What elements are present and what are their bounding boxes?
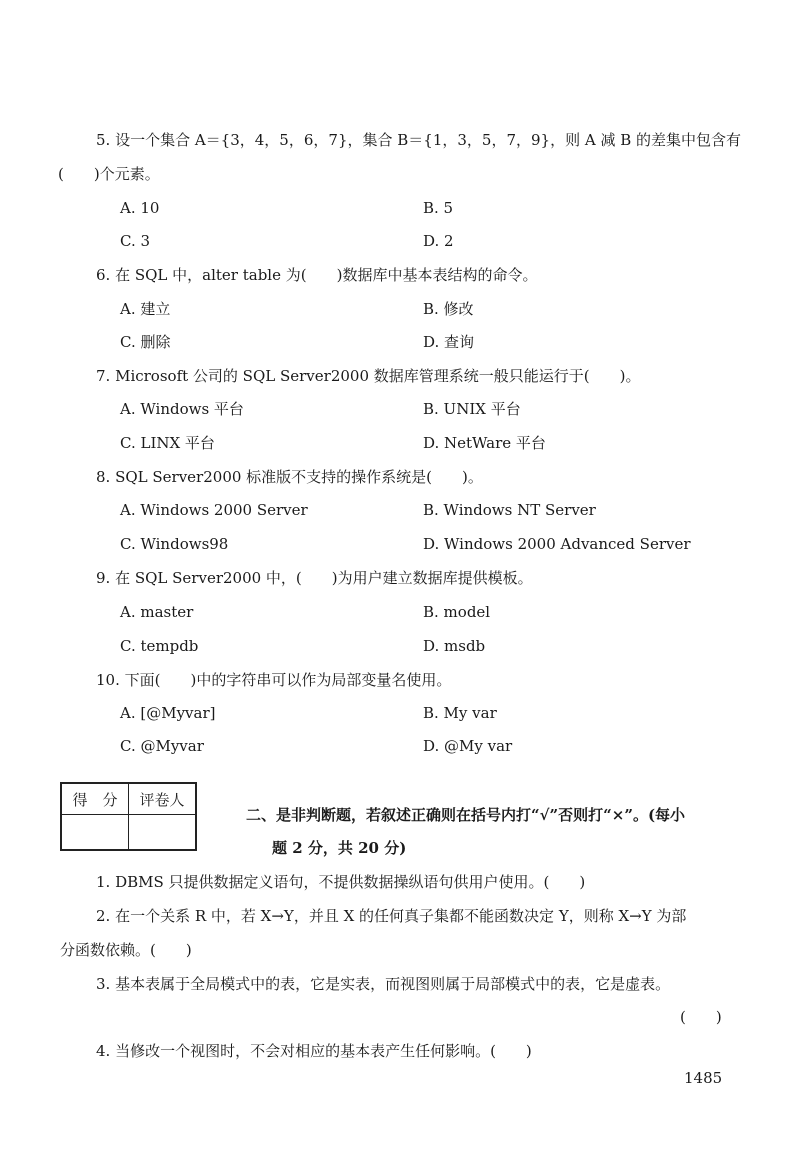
- section-2-heading-line1: 二、是非判断题，若叙述正确则在括号内打“√”否则打“×”。(每小: [246, 806, 686, 824]
- question-9-option-b: B. model: [423, 603, 491, 621]
- question-5-line2: ( )个元素。: [58, 165, 160, 183]
- question-10-text: 10. 下面( )中的字符串可以作为局部变量名使用。: [96, 671, 452, 689]
- grader-header: 评卷人: [129, 783, 197, 815]
- score-cell: [61, 815, 129, 851]
- question-7-text: 7. Microsoft 公司的 SQL Server2000 数据库管理系统一般只能运行于( )。: [96, 367, 641, 385]
- question-8-option-d: D. Windows 2000 Advanced Server: [423, 535, 691, 553]
- question-10-option-a: A. [@Myvar]: [120, 704, 216, 722]
- question-9-option-a: A. master: [120, 603, 194, 621]
- question-9-option-d: D. msdb: [423, 637, 486, 655]
- question-5-option-b: B. 5: [423, 199, 454, 217]
- grader-cell: [129, 815, 197, 851]
- page-number: 1485: [684, 1069, 723, 1087]
- judgment-2-line2: 分函数依赖。( ): [60, 941, 192, 959]
- question-6-option-a: A. 建立: [120, 300, 171, 318]
- question-8-option-b: B. Windows NT Server: [423, 501, 596, 519]
- question-7-option-c: C. LINX 平台: [120, 434, 215, 452]
- question-8-option-c: C. Windows98: [120, 535, 229, 553]
- judgment-4-text: 4. 当修改一个视图时，不会对相应的基本表产生任何影响。( ): [96, 1042, 532, 1060]
- judgment-1-text: 1. DBMS 只提供数据定义语句，不提供数据操纵语句供用户使用。( ): [96, 873, 586, 891]
- question-6-option-c: C. 删除: [120, 333, 171, 351]
- section-2-heading-line2: 题 2 分，共 20 分): [272, 839, 407, 857]
- question-8-option-a: A. Windows 2000 Server: [120, 501, 308, 519]
- question-7-option-a: A. Windows 平台: [120, 400, 244, 418]
- question-7-option-d: D. NetWare 平台: [423, 434, 546, 452]
- question-5-option-d: D. 2: [423, 232, 454, 250]
- question-7-option-b: B. UNIX 平台: [423, 400, 521, 418]
- question-9-option-c: C. tempdb: [120, 637, 199, 655]
- question-5-option-c: C. 3: [120, 232, 151, 250]
- question-6-option-d: D. 查询: [423, 333, 475, 351]
- score-table: [60, 782, 197, 851]
- judgment-3-line1: 3. 基本表属于全局模式中的表，它是实表，而视图则属于局部模式中的表，它是虚表。: [96, 975, 671, 993]
- question-10-option-b: B. My var: [423, 704, 497, 722]
- question-9-text: 9. 在 SQL Server2000 中，( )为用户建立数据库提供模板。: [96, 569, 533, 587]
- question-5-line1: 5. 设一个集合 A＝{3，4，5，6，7}，集合 B＝{1，3，5，7，9}，则 A 减 B 的差集中包含有: [96, 131, 742, 149]
- question-5-option-a: A. 10: [120, 199, 160, 217]
- judgment-3-bracket: ( ): [680, 1008, 722, 1026]
- judgment-2-line1: 2. 在一个关系 R 中，若 X→Y，并且 X 的任何真子集都不能函数决定 Y，则称 X→Y 为部: [96, 907, 687, 925]
- question-8-text: 8. SQL Server2000 标准版不支持的操作系统是( )。: [96, 468, 483, 486]
- score-header: 得 分: [61, 783, 129, 815]
- question-10-option-c: C. @Myvar: [120, 737, 204, 755]
- question-10-option-d: D. @My var: [423, 737, 513, 755]
- question-6-text: 6. 在 SQL 中，alter table 为( )数据库中基本表结构的命令。: [96, 266, 538, 284]
- question-6-option-b: B. 修改: [423, 300, 474, 318]
